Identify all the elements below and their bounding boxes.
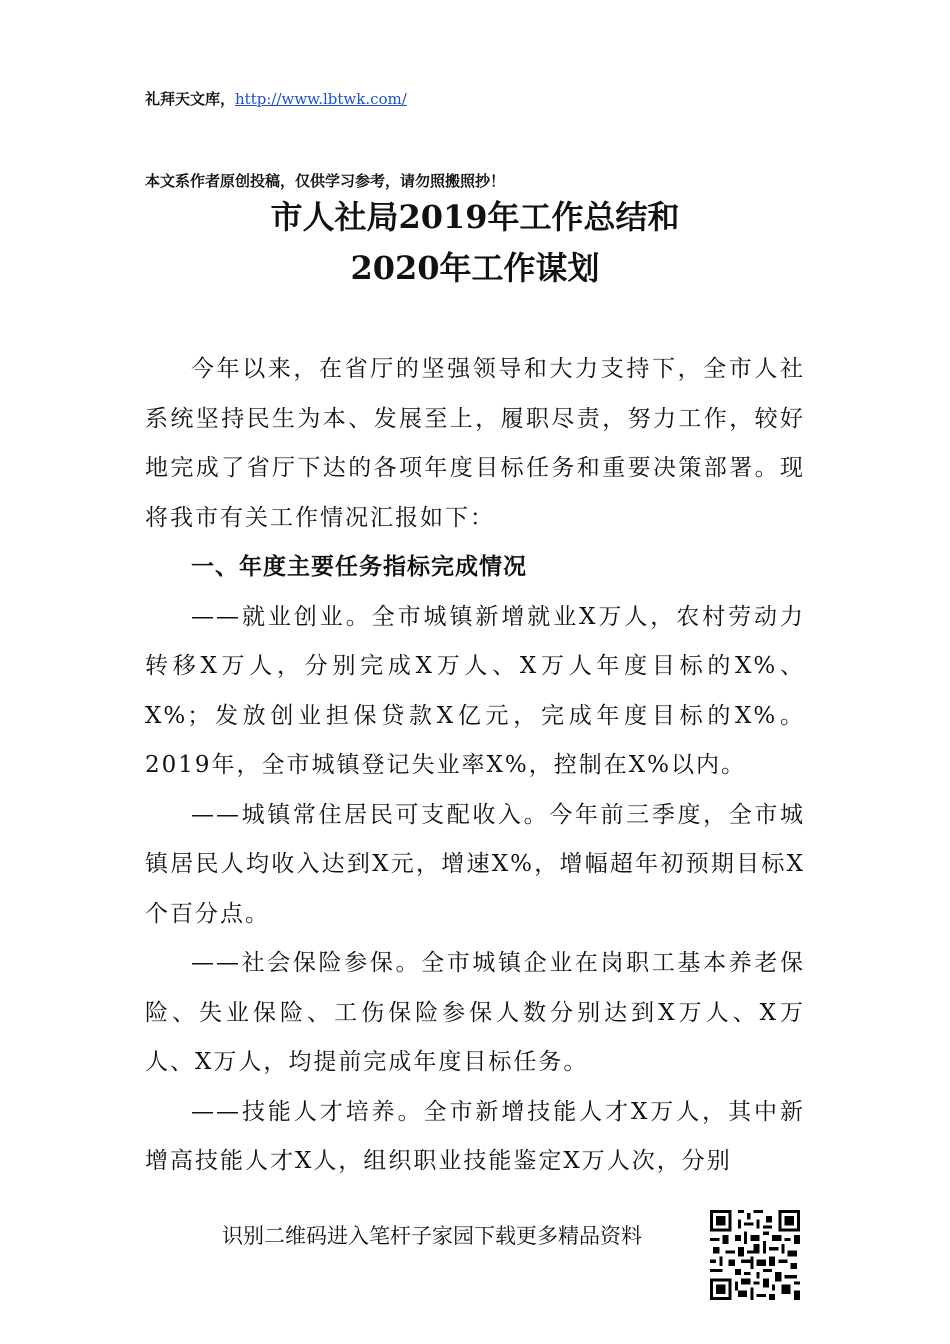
site-name: 礼拜天文库， [145,90,236,108]
document-body [145,345,805,1187]
document-title-line1: 市人社局2019年工作总结和 [270,198,680,236]
intro-paragraph: 今年以来，在省厅的坚强领导和大力支持下，全市人社系统坚持民生为本、发展至上，履职尽责，努力工作，较好地完成了省厅下达的各项年度目标任务和重要决策部署。现将我市有关工作情况汇报如下： [145,356,805,531]
section-heading: 一、年度主要任务指标完成情况 [191,554,527,580]
site-link[interactable]: http://www.lbtwk.com/ [235,90,407,108]
copyright-notice: 本文系作者原创投稿，仅供学习参考，请勿照搬照抄！ [145,172,506,190]
site-header [145,88,407,109]
qr-code-icon[interactable] [710,1210,800,1300]
skills-paragraph: ——技能人才培养。全市新增技能人才X万人，其中新增高技能人才X人，组织职业技能鉴定X万人次，分别 [145,1098,805,1174]
employment-paragraph: ——就业创业。全市城镇新增就业X万人，农村劳动力转移X万人，分别完成X万人、X万人年度目标的X%、X%；发放创业担保贷款X亿元，完成年度目标的X%。2019年，全市城镇登记失业率X%，控制在X%以内。 [145,603,805,778]
insurance-paragraph: ——社会保险参保。全市城镇企业在岗职工基本养老保险、失业保险、工伤保险参保人数分别达到X万人、X万人、X万人，均提前完成年度目标任务。 [145,950,805,1075]
income-paragraph: ——城镇常住居民可支配收入。今年前三季度，全市城镇居民人均收入达到X元，增速X%，增幅超年初预期目标X个百分点。 [145,801,805,927]
footer-text: 识别二维码进入笔杆子家园下载更多精品资料 [222,1224,642,1248]
document-title-line2: 2020年工作谋划 [350,249,600,287]
